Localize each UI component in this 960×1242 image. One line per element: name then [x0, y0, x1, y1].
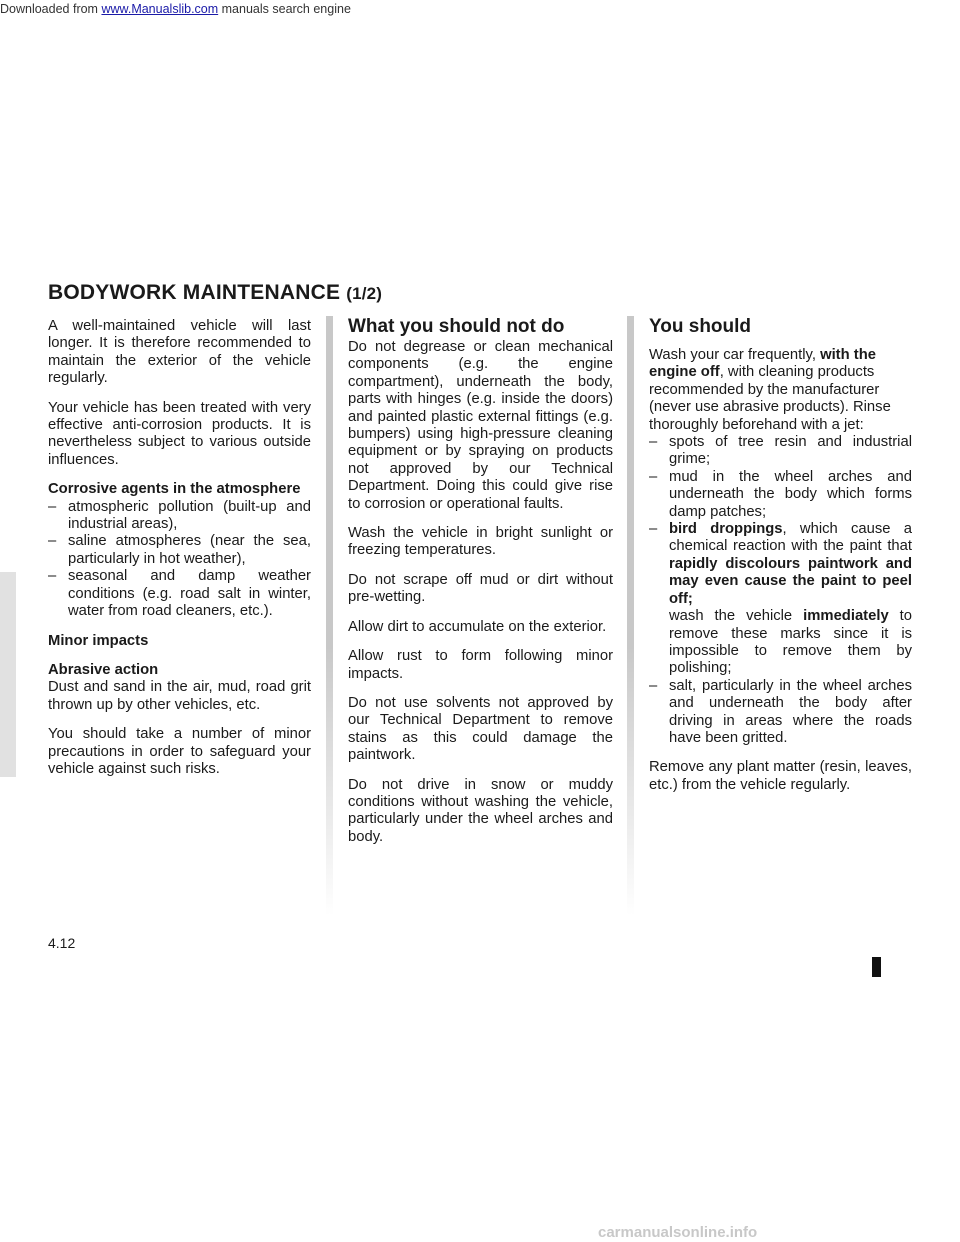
watermark-logo	[598, 1224, 936, 1239]
paragraph: Do not degrease or clean mechanical components (e.g. the engine compartment), underneath the body, parts with hinges (e.g. inside the doors) and painted plastic external fittings (e.g. bumpers) using high-pressure cleaning equipment or by spraying on products not approved by our Technical Department. Doing this could give rise to corrosion or operational faults.	[348, 339, 613, 512]
corrosive-heading: Corrosive agents in the atmosphere	[48, 481, 301, 498]
plant-matter-paragraph: Remove any plant matter (resin, leaves, etc.) from the vehicle regularly.	[649, 759, 912, 793]
abrasive-text: Dust and sand in the air, mud, road grit thrown up by other vehicles, etc.	[48, 679, 311, 713]
column-divider	[326, 316, 333, 916]
abrasive-heading: Abrasive action	[48, 661, 159, 678]
precautions-paragraph: You should take a number of minor precautions in order to safeguard your vehicle against such risks.	[48, 726, 311, 777]
list-item: – salt, particularly in the wheel arches and underneath the body after driving in areas where the roads have been gritted.	[649, 678, 912, 748]
column-divider	[627, 316, 634, 916]
chapter-side-tab	[0, 572, 16, 777]
should-not-heading: What you should not do	[348, 316, 565, 337]
should-heading: You should	[649, 316, 752, 337]
paragraph: Allow rust to form following minor impacts.	[348, 648, 613, 682]
rinse-list	[649, 434, 912, 747]
page-number: 4.12	[48, 935, 76, 951]
column-should-not	[348, 317, 613, 858]
list-item: – atmospheric pollution (built-up and industrial areas),	[48, 499, 311, 534]
header-suffix: manuals search engine	[218, 2, 351, 16]
page-title	[48, 281, 382, 305]
column-should	[649, 317, 912, 806]
column-intro	[48, 318, 311, 790]
section-end-marker	[872, 957, 881, 977]
wash-intro: Wash your car frequently, with the engine off, with cleaning products recommended by the manufacturer (never use abrasive products). Rinse thoroughly beforehand with a jet:	[649, 347, 891, 433]
paragraph: Do not use solvents not approved by our Technical Department to remove stains as this could damage the paintwork.	[348, 694, 613, 764]
treatment-paragraph: Your vehicle has been treated with very effective anti-corrosion products. It is nevertheless subject to various outside influences.	[48, 399, 311, 468]
paragraph: Do not drive in snow or muddy conditions without washing the vehicle, particularly under the wheel arches and body.	[348, 776, 613, 845]
watermark-text: carmanualsonline.info	[598, 1224, 758, 1239]
title-part: (1/2)	[346, 284, 383, 303]
minor-impacts-heading: Minor impacts	[48, 632, 149, 649]
list-item: – seasonal and damp weather conditions (e.g. road salt in winter, water from road cleaners, etc.).	[48, 568, 311, 620]
paragraph: Wash the vehicle in bright sunlight or freezing temperatures.	[348, 525, 613, 559]
download-header	[0, 2, 351, 16]
paragraph: Allow dirt to accumulate on the exterior.	[348, 618, 607, 635]
list-item: – mud in the wheel arches and underneath the body which forms damp patches;	[649, 469, 912, 521]
corrosive-list	[48, 499, 311, 621]
title-main: BODYWORK MAINTENANCE	[48, 281, 347, 304]
paragraph: Do not scrape off mud or dirt without pre-wetting.	[348, 571, 613, 606]
list-item: – spots of tree resin and industrial grime;	[649, 434, 912, 469]
list-item: – bird droppings, which cause a chemical reaction with the paint that rapidly discolours paintwork and may even cause the paint to peel off; wash the vehicle immediately to remove these marks since it is impossible to remove them by polishing;	[649, 521, 912, 678]
header-prefix: Downloaded from	[0, 2, 102, 16]
manualslib-link[interactable]: www.Manualslib.com	[101, 2, 219, 16]
intro-paragraph: A well-maintained vehicle will last longer. It is therefore recommended to maintain the exterior of the vehicle regularly.	[48, 318, 311, 387]
list-item: – saline atmospheres (near the sea, particularly in hot weather),	[48, 533, 311, 568]
